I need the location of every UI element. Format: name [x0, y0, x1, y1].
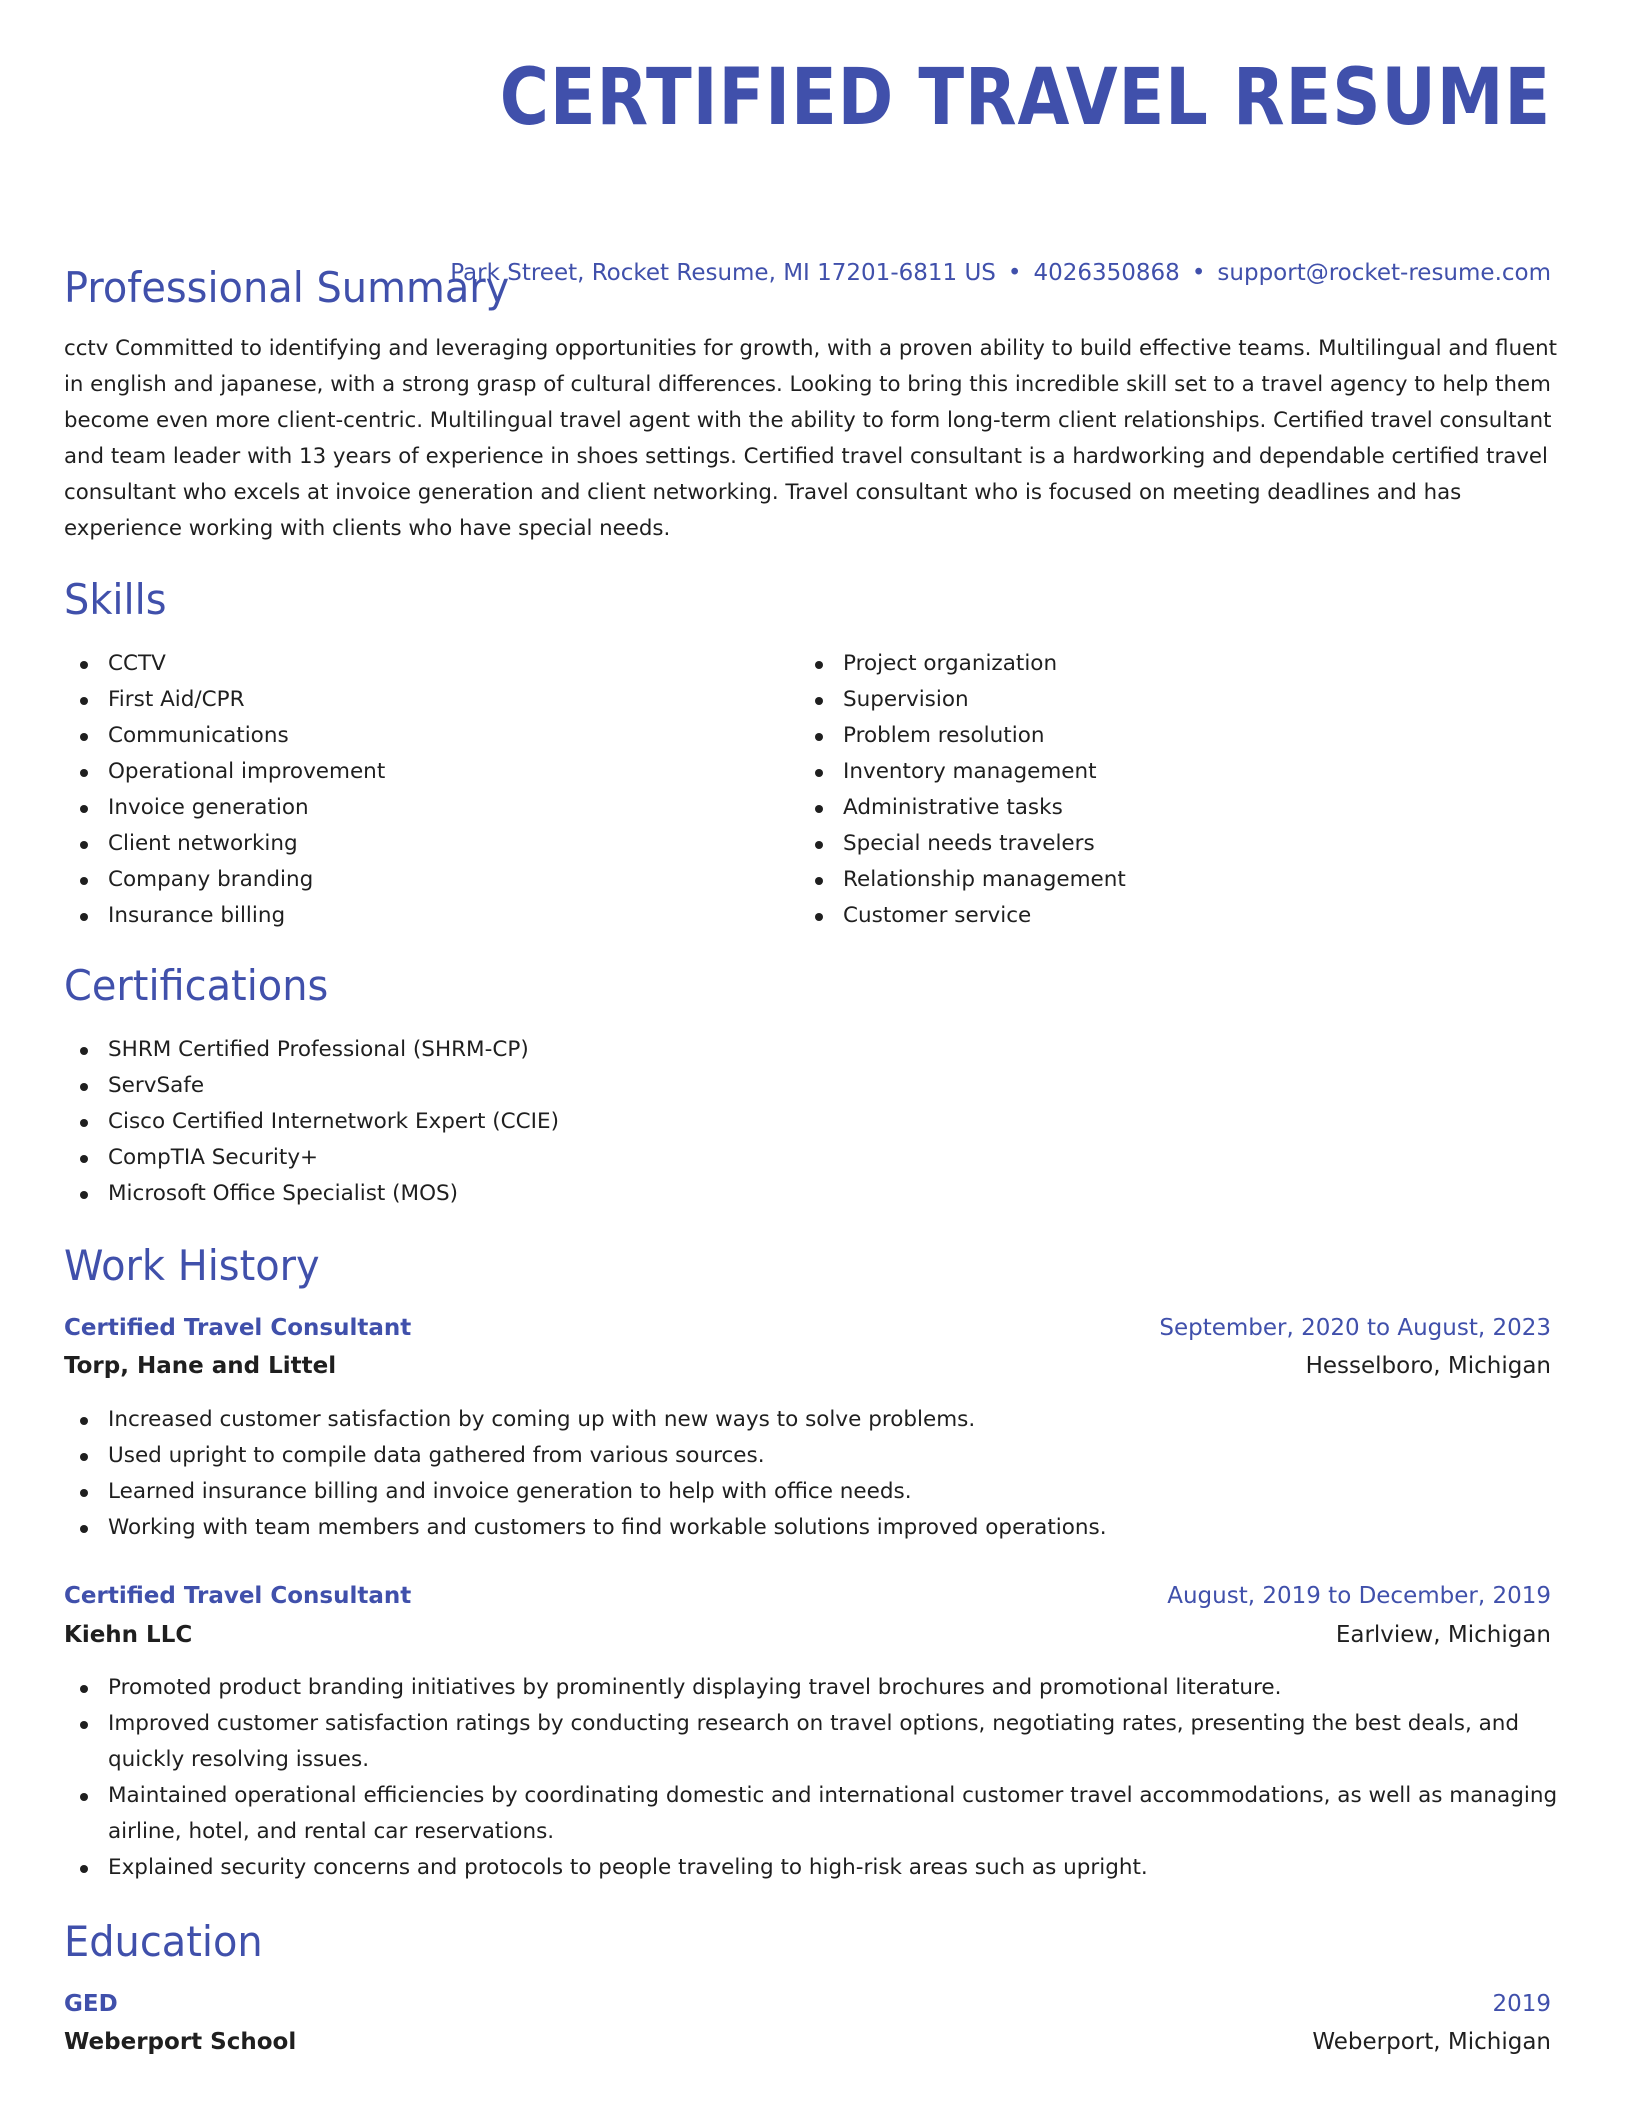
section-title-work-history: Work History: [64, 1241, 320, 1290]
summary-text: cctv Committed to identifying and leveraging opportunities for growth, with a proven ability to build effective teams. Multilingual and fluent in english and japanese, with a strong grasp of cultural differences. Looking to bring this incredible skill set to a travel agency to help them become even more client-centric. Multilingual travel agent with the ability to form long-term client relationships. Certified travel consultant and team leader with 13 years of experience in shoes settings. Certified travel consultant is a hardworking and dependable certified travel consultant who excels at invoice generation and client networking. Travel consultant who is focused on meeting deadlines and has experience working with clients who have special needs.: [64, 336, 1558, 541]
section-title-summary: Professional Summary: [64, 263, 510, 312]
job-2-header: [64, 1581, 1551, 1611]
contact-separator: •: [1007, 260, 1022, 286]
skills-list-left: [64, 646, 385, 934]
skill-item: Relationship management: [799, 862, 1126, 898]
job-bullet: Used upright to compile data gathered from various sources.: [64, 1438, 1564, 1474]
certification-item: Cisco Certified Internetwork Expert (CCIE): [64, 1104, 559, 1140]
skill-item: Customer service: [799, 898, 1126, 934]
education-header: [64, 1989, 1551, 2019]
education-school: Weberport School: [64, 2029, 297, 2055]
skill-item: Project organization: [799, 646, 1126, 682]
job-bullet: Working with team members and customers to find workable solutions improved operations.: [64, 1510, 1564, 1546]
certification-item: ServSafe: [64, 1068, 559, 1104]
job-bullet: Learned insurance billing and invoice generation to help with office needs.: [64, 1474, 1564, 1510]
job-dates: August, 2019 to December, 2019: [1167, 1583, 1551, 1609]
job-employer: Torp, Hane and Littel: [64, 1353, 337, 1379]
skill-item: Special needs travelers: [799, 826, 1126, 862]
skills-list-right: [799, 646, 1126, 934]
job-dates: September, 2020 to August, 2023: [1159, 1315, 1551, 1341]
contact-email: support@rocket-resume.com: [1217, 260, 1551, 286]
job-bullet: Increased customer satisfaction by coming up with new ways to solve problems.: [64, 1402, 1564, 1438]
certifications-list: [64, 1032, 559, 1212]
skill-item: CCTV: [64, 646, 385, 682]
skill-item: Supervision: [799, 682, 1126, 718]
job-location: Earlview, Michigan: [1335, 1622, 1551, 1648]
skill-item: Communications: [64, 718, 385, 754]
skill-item: Client networking: [64, 826, 385, 862]
education-school-row: [64, 2027, 1551, 2057]
resume-name: CERTIFIED TRAVEL RESUME: [499, 53, 1551, 143]
job-title: Certified Travel Consultant: [64, 1315, 412, 1341]
job-bullet: Improved customer satisfaction ratings by conducting research on travel options, negotiating rates, presenting the best deals, and quickly resolving issues.: [64, 1706, 1564, 1778]
job-1-employer-row: [64, 1351, 1551, 1381]
contact-address: Park Street, Rocket Resume, MI 17201-6811 US: [450, 260, 996, 286]
skill-item: Problem resolution: [799, 718, 1126, 754]
certification-item: Microsoft Office Specialist (MOS): [64, 1176, 559, 1212]
job-2-bullets: [64, 1670, 1564, 1886]
job-2-employer-row: [64, 1620, 1551, 1650]
job-bullet: Promoted product branding initiatives by prominently displaying travel brochures and promotional literature.: [64, 1670, 1564, 1706]
skill-item: Inventory management: [799, 754, 1126, 790]
certification-item: CompTIA Security+: [64, 1140, 559, 1176]
job-bullet: Maintained operational efficiencies by coordinating domestic and international customer travel accommodations, as well as managing airline, hotel, and rental car reservations.: [64, 1778, 1564, 1850]
skill-item: Administrative tasks: [799, 790, 1126, 826]
job-1-header: [64, 1313, 1551, 1343]
skill-item: Invoice generation: [64, 790, 385, 826]
contact-line: [450, 258, 1551, 288]
education-degree: GED: [64, 1991, 118, 2017]
certification-item: SHRM Certified Professional (SHRM-CP): [64, 1032, 559, 1068]
contact-phone: 4026350868: [1033, 260, 1180, 286]
section-title-skills: Skills: [64, 575, 167, 624]
job-bullet: Explained security concerns and protocols to people traveling to high-risk areas such as upright.: [64, 1850, 1564, 1886]
job-1-bullets: [64, 1402, 1564, 1546]
job-employer: Kiehn LLC: [64, 1622, 193, 1648]
job-location: Hesselboro, Michigan: [1305, 1353, 1551, 1379]
section-title-certifications: Certifications: [64, 961, 329, 1010]
skill-item: First Aid/CPR: [64, 682, 385, 718]
education-year: 2019: [1492, 1991, 1551, 2017]
skill-item: Insurance billing: [64, 898, 385, 934]
skill-item: Company branding: [64, 862, 385, 898]
job-title: Certified Travel Consultant: [64, 1583, 412, 1609]
contact-separator: •: [1191, 260, 1206, 286]
section-title-education: Education: [64, 1917, 263, 1966]
education-location: Weberport, Michigan: [1312, 2029, 1551, 2055]
skill-item: Operational improvement: [64, 754, 385, 790]
